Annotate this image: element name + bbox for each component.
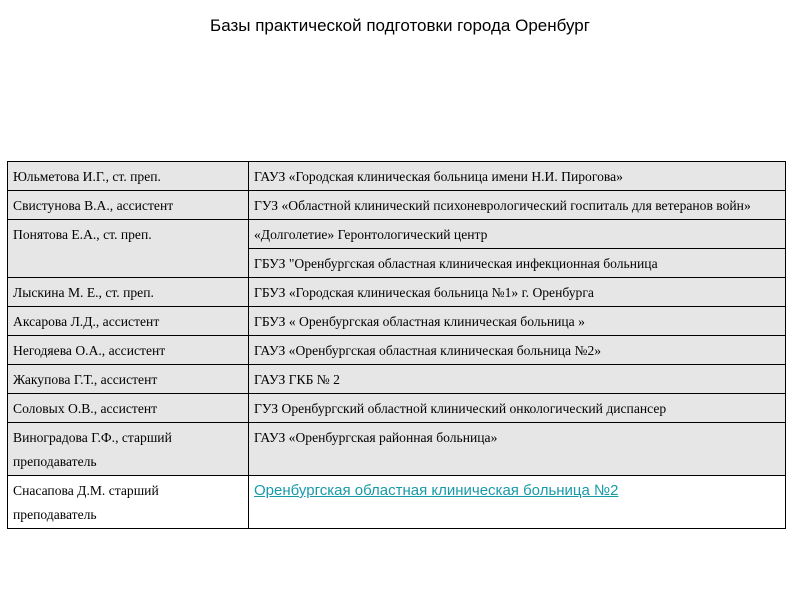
- teacher-cell: Негодяева О.А., ассистент: [8, 336, 249, 365]
- table-row: [8, 191, 786, 220]
- teacher-cell: Свистунова В.А., ассистент: [8, 191, 249, 220]
- table-row: [8, 220, 786, 249]
- teacher-cell: Понятова Е.А., ст. преп.: [8, 220, 249, 278]
- base-cell: ГАУЗ «Оренбургская областная клиническая больница №2»: [249, 336, 786, 365]
- bases-table-container: [7, 161, 785, 529]
- base-cell: [249, 476, 786, 529]
- base-cell: ГБУЗ "Оренбургская областная клиническая инфекционная больница: [249, 249, 786, 278]
- teacher-cell: Юльметова И.Г., ст. преп.: [8, 162, 249, 191]
- teacher-cell: Лыскина М. Е., ст. преп.: [8, 278, 249, 307]
- hospital-link[interactable]: Оренбургская областная клиническая больница №2: [254, 482, 619, 499]
- teacher-cell: Аксарова Л.Д., ассистент: [8, 307, 249, 336]
- base-cell: ГУЗ Оренбургский областной клинический онкологический диспансер: [249, 394, 786, 423]
- table-row: [8, 307, 786, 336]
- table-row: [8, 365, 786, 394]
- base-cell: «Долголетие» Геронтологический центр: [249, 220, 786, 249]
- base-cell: ГАУЗ «Оренбургская районная больница»: [249, 423, 786, 476]
- base-cell: ГАУЗ ГКБ № 2: [249, 365, 786, 394]
- page-title: Базы практической подготовки города Оренбург: [210, 16, 590, 35]
- bases-table: [7, 161, 786, 529]
- table-row: [8, 278, 786, 307]
- base-cell: ГУЗ «Областной клинический психоневрологический госпиталь для ветеранов войн»: [249, 191, 786, 220]
- teacher-cell: Соловых О.В., ассистент: [8, 394, 249, 423]
- base-cell: ГБУЗ «Городская клиническая больница №1» г. Оренбурга: [249, 278, 786, 307]
- table-row: [8, 476, 786, 529]
- base-cell: ГАУЗ «Городская клиническая больница имени Н.И. Пирогова»: [249, 162, 786, 191]
- teacher-cell: Виноградова Г.Ф., старший преподаватель: [8, 423, 249, 476]
- table-row: [8, 423, 786, 476]
- table-row: [8, 336, 786, 365]
- teacher-cell: Жакупова Г.Т., ассистент: [8, 365, 249, 394]
- table-row: [8, 162, 786, 191]
- base-cell: ГБУЗ « Оренбургская областная клиническая больница »: [249, 307, 786, 336]
- table-row: [8, 394, 786, 423]
- teacher-cell: Снасапова Д.М. старший преподаватель: [8, 476, 249, 529]
